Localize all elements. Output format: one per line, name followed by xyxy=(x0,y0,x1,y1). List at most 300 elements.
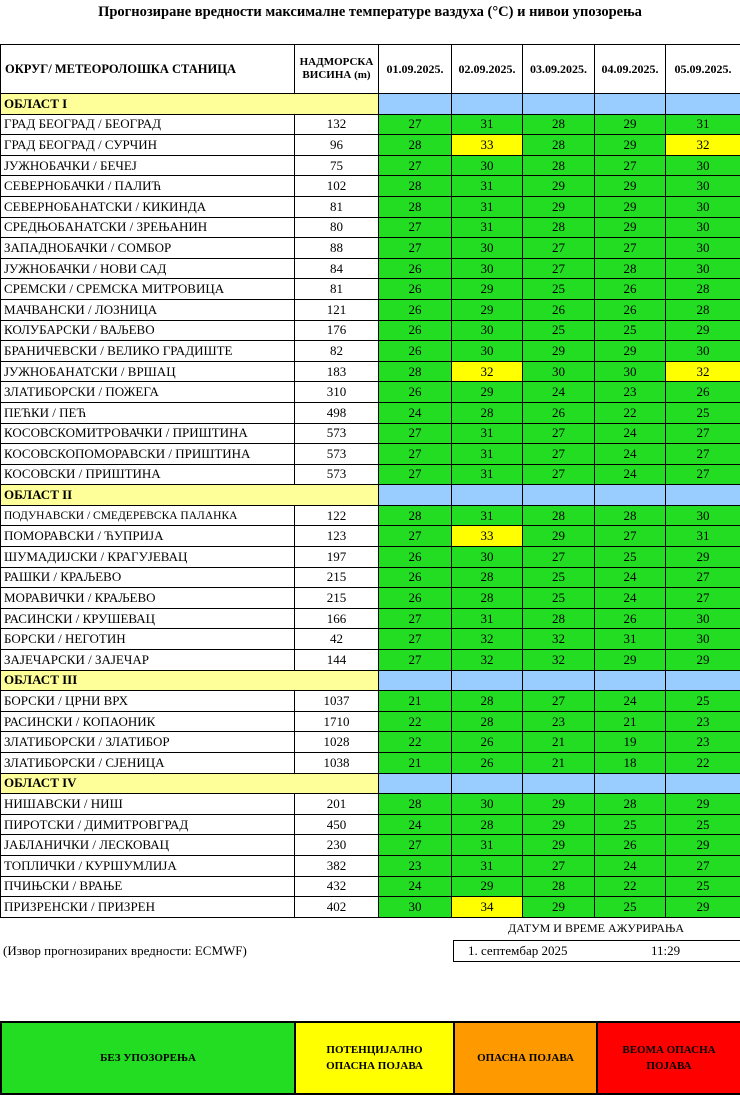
region-spacer-cell xyxy=(523,485,595,506)
station-altitude: 1037 xyxy=(295,691,379,712)
temperature-cell: 26 xyxy=(666,382,740,403)
temperature-cell: 31 xyxy=(452,217,523,238)
station-altitude: 183 xyxy=(295,361,379,382)
station-name: КОЛУБАРСКИ / ВАЉЕВО xyxy=(1,320,295,341)
station-altitude: 573 xyxy=(295,423,379,444)
temperature-cell: 29 xyxy=(523,835,595,856)
station-name: КОСОВСКОПОМОРАВСКИ / ПРИШТИНА xyxy=(1,444,295,465)
temperature-cell: 25 xyxy=(595,547,666,568)
table-row xyxy=(1,361,740,382)
temperature-cell: 30 xyxy=(523,361,595,382)
date-column-header: 05.09.2025. xyxy=(666,45,740,94)
temperature-cell: 30 xyxy=(379,897,452,918)
temperature-cell: 29 xyxy=(452,382,523,403)
station-name: ПОМОРАВСКИ / ЋУПРИЈА xyxy=(1,526,295,547)
temperature-cell: 24 xyxy=(379,876,452,897)
station-altitude: 1028 xyxy=(295,732,379,753)
station-name: СЕВЕРНОБАНАТСКИ / КИКИНДА xyxy=(1,196,295,217)
temperature-cell: 27 xyxy=(595,155,666,176)
table-row xyxy=(1,217,740,238)
station-column-header: ОКРУГ/ МЕТЕОРОЛОШКА СТАНИЦА xyxy=(1,45,295,94)
temperature-cell: 27 xyxy=(523,547,595,568)
temperature-cell: 27 xyxy=(379,423,452,444)
temperature-cell: 27 xyxy=(523,464,595,485)
table-row xyxy=(1,196,740,217)
temperature-cell: 30 xyxy=(666,608,740,629)
temperature-cell: 33 xyxy=(452,135,523,156)
update-time: 11:29 xyxy=(651,941,680,961)
temperature-cell: 25 xyxy=(523,567,595,588)
table-row xyxy=(1,320,740,341)
temperature-cell: 30 xyxy=(666,176,740,197)
temperature-cell: 33 xyxy=(452,526,523,547)
region-spacer-cell xyxy=(452,485,523,506)
temperature-cell: 27 xyxy=(379,608,452,629)
temperature-cell: 29 xyxy=(666,547,740,568)
table-header-row xyxy=(1,45,740,94)
temperature-cell: 30 xyxy=(595,361,666,382)
temperature-cell: 30 xyxy=(666,258,740,279)
temperature-cell: 27 xyxy=(666,855,740,876)
forecast-table xyxy=(0,44,740,918)
station-name: ЗАПАДНОБАЧКИ / СОМБОР xyxy=(1,238,295,259)
temperature-cell: 32 xyxy=(666,361,740,382)
temperature-cell: 18 xyxy=(595,753,666,774)
temperature-cell: 24 xyxy=(379,402,452,423)
date-column-header: 02.09.2025. xyxy=(452,45,523,94)
temperature-cell: 27 xyxy=(379,114,452,135)
temperature-cell: 30 xyxy=(666,505,740,526)
station-name: БОРСКИ / ЦРНИ ВРХ xyxy=(1,691,295,712)
table-row xyxy=(1,876,740,897)
table-row xyxy=(1,835,740,856)
temperature-cell: 31 xyxy=(452,423,523,444)
temperature-cell: 28 xyxy=(666,299,740,320)
temperature-cell: 30 xyxy=(452,794,523,815)
temperature-cell: 32 xyxy=(452,629,523,650)
station-altitude: 121 xyxy=(295,299,379,320)
temperature-cell: 30 xyxy=(666,629,740,650)
temperature-cell: 27 xyxy=(523,258,595,279)
temperature-cell: 28 xyxy=(523,608,595,629)
temperature-cell: 24 xyxy=(523,382,595,403)
table-row xyxy=(1,176,740,197)
temperature-cell: 28 xyxy=(452,814,523,835)
temperature-cell: 24 xyxy=(595,567,666,588)
temperature-cell: 27 xyxy=(379,835,452,856)
legend-very-dangerous: ВЕОМА ОПАСНА ПОЈАВА xyxy=(597,1022,740,1094)
region-label: ОБЛАСТ I xyxy=(1,94,379,115)
station-name: ПОДУНАВСКИ / СМЕДЕРЕВСКА ПАЛАНКА xyxy=(1,505,295,526)
temperature-cell: 27 xyxy=(379,464,452,485)
temperature-cell: 29 xyxy=(666,650,740,671)
station-name: ГРАД БЕОГРАД / СУРЧИН xyxy=(1,135,295,156)
table-row xyxy=(1,547,740,568)
station-altitude: 82 xyxy=(295,341,379,362)
station-altitude: 88 xyxy=(295,238,379,259)
station-altitude: 144 xyxy=(295,650,379,671)
temperature-cell: 23 xyxy=(595,382,666,403)
region-spacer-cell xyxy=(595,94,666,115)
table-row xyxy=(1,382,740,403)
temperature-cell: 26 xyxy=(595,835,666,856)
temperature-cell: 27 xyxy=(595,238,666,259)
temperature-cell: 26 xyxy=(379,382,452,403)
temperature-cell: 28 xyxy=(666,279,740,300)
temperature-cell: 21 xyxy=(523,732,595,753)
table-row xyxy=(1,814,740,835)
station-name: РАСИНСКИ / КРУШЕВАЦ xyxy=(1,608,295,629)
warning-legend xyxy=(0,1021,740,1095)
temperature-cell: 24 xyxy=(595,855,666,876)
temperature-cell: 28 xyxy=(379,361,452,382)
temperature-cell: 32 xyxy=(523,650,595,671)
temperature-cell: 30 xyxy=(452,341,523,362)
temperature-cell: 28 xyxy=(523,505,595,526)
station-altitude: 84 xyxy=(295,258,379,279)
temperature-cell: 22 xyxy=(666,753,740,774)
temperature-cell: 29 xyxy=(595,114,666,135)
table-row xyxy=(1,444,740,465)
source-note: (Извор прогнозираних вредности: ECMWF) xyxy=(3,943,247,959)
temperature-cell: 32 xyxy=(452,361,523,382)
temperature-cell: 28 xyxy=(379,505,452,526)
region-spacer-cell xyxy=(666,485,740,506)
region-row xyxy=(1,670,740,691)
station-name: ГРАД БЕОГРАД / БЕОГРАД xyxy=(1,114,295,135)
station-name: КОСОВСКИ / ПРИШТИНА xyxy=(1,464,295,485)
temperature-cell: 27 xyxy=(379,629,452,650)
temperature-cell: 22 xyxy=(595,402,666,423)
station-altitude: 166 xyxy=(295,608,379,629)
page-title: Прогнозиране вредности максималне температуре ваздуха (°C) и нивои упозорења xyxy=(0,4,740,21)
station-altitude: 201 xyxy=(295,794,379,815)
station-name: ЗЛАТИБОРСКИ / ПОЖЕГА xyxy=(1,382,295,403)
temperature-cell: 28 xyxy=(379,135,452,156)
temperature-cell: 29 xyxy=(452,876,523,897)
temperature-cell: 30 xyxy=(666,196,740,217)
temperature-cell: 25 xyxy=(595,897,666,918)
temperature-cell: 31 xyxy=(452,196,523,217)
station-altitude: 176 xyxy=(295,320,379,341)
temperature-cell: 29 xyxy=(595,135,666,156)
temperature-cell: 26 xyxy=(379,299,452,320)
temperature-cell: 28 xyxy=(523,155,595,176)
temperature-cell: 24 xyxy=(379,814,452,835)
temperature-cell: 32 xyxy=(666,135,740,156)
temperature-cell: 29 xyxy=(523,176,595,197)
temperature-cell: 28 xyxy=(379,176,452,197)
temperature-cell: 27 xyxy=(523,423,595,444)
station-name: ТОПЛИЧКИ / КУРШУМЛИЈА xyxy=(1,855,295,876)
station-altitude: 1710 xyxy=(295,711,379,732)
temperature-cell: 21 xyxy=(379,753,452,774)
table-row xyxy=(1,341,740,362)
temperature-cell: 26 xyxy=(379,279,452,300)
temperature-cell: 27 xyxy=(523,855,595,876)
temperature-cell: 23 xyxy=(666,732,740,753)
region-spacer-cell xyxy=(379,485,452,506)
table-row xyxy=(1,608,740,629)
table-row xyxy=(1,402,740,423)
temperature-cell: 29 xyxy=(523,526,595,547)
region-spacer-cell xyxy=(452,670,523,691)
temperature-cell: 30 xyxy=(452,238,523,259)
station-name: БОРСКИ / НЕГОТИН xyxy=(1,629,295,650)
table-row xyxy=(1,794,740,815)
temperature-cell: 27 xyxy=(523,238,595,259)
temperature-cell: 29 xyxy=(523,814,595,835)
temperature-cell: 21 xyxy=(523,753,595,774)
temperature-cell: 27 xyxy=(666,588,740,609)
temperature-cell: 24 xyxy=(595,444,666,465)
temperature-cell: 30 xyxy=(452,320,523,341)
region-spacer-cell xyxy=(666,773,740,794)
region-spacer-cell xyxy=(379,94,452,115)
temperature-cell: 23 xyxy=(666,711,740,732)
station-name: ЗЛАТИБОРСКИ / СЈЕНИЦА xyxy=(1,753,295,774)
station-name: ЈУЖНОБАЧКИ / БЕЧЕЈ xyxy=(1,155,295,176)
temperature-cell: 25 xyxy=(523,588,595,609)
table-row xyxy=(1,299,740,320)
station-altitude: 96 xyxy=(295,135,379,156)
temperature-cell: 27 xyxy=(666,423,740,444)
table-row xyxy=(1,238,740,259)
temperature-cell: 27 xyxy=(666,567,740,588)
station-name: НИШАВСКИ / НИШ xyxy=(1,794,295,815)
temperature-cell: 27 xyxy=(666,464,740,485)
table-row xyxy=(1,464,740,485)
region-spacer-cell xyxy=(452,94,523,115)
station-name: ШУМАДИЈСКИ / КРАГУЈЕВАЦ xyxy=(1,547,295,568)
temperature-cell: 23 xyxy=(523,711,595,732)
temperature-cell: 32 xyxy=(452,650,523,671)
table-row xyxy=(1,567,740,588)
station-altitude: 230 xyxy=(295,835,379,856)
temperature-cell: 26 xyxy=(595,299,666,320)
region-spacer-cell xyxy=(666,94,740,115)
temperature-cell: 26 xyxy=(452,753,523,774)
temperature-cell: 22 xyxy=(595,876,666,897)
legend-potentially-dangerous: ПОТЕНЦИЈАЛНО ОПАСНА ПОЈАВА xyxy=(295,1022,454,1094)
table-row xyxy=(1,114,740,135)
temperature-cell: 25 xyxy=(666,691,740,712)
station-altitude: 498 xyxy=(295,402,379,423)
altitude-column-header: НАДМОРСКА ВИСИНА (m) xyxy=(295,45,379,94)
temperature-cell: 26 xyxy=(379,258,452,279)
temperature-cell: 26 xyxy=(595,608,666,629)
table-row xyxy=(1,650,740,671)
temperature-cell: 30 xyxy=(666,217,740,238)
temperature-cell: 25 xyxy=(523,320,595,341)
temperature-cell: 26 xyxy=(379,588,452,609)
temperature-cell: 24 xyxy=(595,691,666,712)
temperature-cell: 28 xyxy=(452,588,523,609)
region-spacer-cell xyxy=(595,485,666,506)
temperature-cell: 25 xyxy=(666,814,740,835)
temperature-cell: 25 xyxy=(666,402,740,423)
temperature-cell: 25 xyxy=(595,320,666,341)
temperature-cell: 26 xyxy=(379,320,452,341)
date-column-header: 04.09.2025. xyxy=(595,45,666,94)
station-altitude: 432 xyxy=(295,876,379,897)
station-altitude: 310 xyxy=(295,382,379,403)
region-spacer-cell xyxy=(523,773,595,794)
station-altitude: 42 xyxy=(295,629,379,650)
table-row xyxy=(1,691,740,712)
region-spacer-cell xyxy=(379,773,452,794)
update-date: 1. септембар 2025 xyxy=(468,941,567,961)
region-spacer-cell xyxy=(523,670,595,691)
station-altitude: 81 xyxy=(295,279,379,300)
temperature-cell: 27 xyxy=(666,444,740,465)
temperature-cell: 28 xyxy=(595,258,666,279)
date-column-header: 03.09.2025. xyxy=(523,45,595,94)
region-row xyxy=(1,94,740,115)
temperature-cell: 30 xyxy=(666,341,740,362)
station-altitude: 402 xyxy=(295,897,379,918)
station-altitude: 573 xyxy=(295,464,379,485)
temperature-cell: 31 xyxy=(595,629,666,650)
table-row xyxy=(1,505,740,526)
region-spacer-cell xyxy=(379,670,452,691)
temperature-cell: 29 xyxy=(452,279,523,300)
temperature-cell: 26 xyxy=(523,299,595,320)
station-altitude: 123 xyxy=(295,526,379,547)
temperature-cell: 26 xyxy=(523,402,595,423)
temperature-cell: 29 xyxy=(666,320,740,341)
station-altitude: 197 xyxy=(295,547,379,568)
station-name: РАШКИ / КРАЉЕВО xyxy=(1,567,295,588)
temperature-cell: 28 xyxy=(379,794,452,815)
temperature-cell: 31 xyxy=(452,114,523,135)
station-name: РАСИНСКИ / КОПАОНИК xyxy=(1,711,295,732)
temperature-cell: 31 xyxy=(452,464,523,485)
temperature-cell: 32 xyxy=(523,629,595,650)
table-row xyxy=(1,279,740,300)
station-name: ЗЛАТИБОРСКИ / ЗЛАТИБОР xyxy=(1,732,295,753)
region-label: ОБЛАСТ IV xyxy=(1,773,379,794)
region-row xyxy=(1,485,740,506)
temperature-cell: 30 xyxy=(452,155,523,176)
temperature-cell: 26 xyxy=(379,567,452,588)
temperature-cell: 29 xyxy=(595,196,666,217)
temperature-cell: 29 xyxy=(666,794,740,815)
station-name: СЕВЕРНОБАЧКИ / ПАЛИЋ xyxy=(1,176,295,197)
temperature-cell: 29 xyxy=(595,217,666,238)
station-name: ПИРОТСКИ / ДИМИТРОВГРАД xyxy=(1,814,295,835)
temperature-cell: 26 xyxy=(595,279,666,300)
temperature-cell: 28 xyxy=(452,402,523,423)
temperature-cell: 31 xyxy=(666,114,740,135)
temperature-cell: 26 xyxy=(452,732,523,753)
temperature-cell: 27 xyxy=(523,691,595,712)
temperature-cell: 34 xyxy=(452,897,523,918)
temperature-cell: 31 xyxy=(452,855,523,876)
temperature-cell: 31 xyxy=(452,608,523,629)
station-name: МАЧВАНСКИ / ЛОЗНИЦА xyxy=(1,299,295,320)
temperature-cell: 28 xyxy=(379,196,452,217)
temperature-cell: 28 xyxy=(523,135,595,156)
temperature-cell: 28 xyxy=(452,711,523,732)
station-name: СРЕМСКИ / СРЕМСКА МИТРОВИЦА xyxy=(1,279,295,300)
temperature-cell: 31 xyxy=(666,526,740,547)
temperature-cell: 29 xyxy=(523,794,595,815)
temperature-cell: 24 xyxy=(595,588,666,609)
region-label: ОБЛАСТ III xyxy=(1,670,379,691)
temperature-cell: 24 xyxy=(595,464,666,485)
region-row xyxy=(1,773,740,794)
update-box xyxy=(453,940,740,962)
station-altitude: 132 xyxy=(295,114,379,135)
temperature-cell: 29 xyxy=(666,835,740,856)
table-row xyxy=(1,753,740,774)
temperature-cell: 21 xyxy=(595,711,666,732)
temperature-cell: 29 xyxy=(523,196,595,217)
station-name: ЈУЖНОБАНАТСКИ / ВРШАЦ xyxy=(1,361,295,382)
temperature-cell: 21 xyxy=(379,691,452,712)
temperature-cell: 25 xyxy=(666,876,740,897)
station-altitude: 382 xyxy=(295,855,379,876)
table-row xyxy=(1,258,740,279)
temperature-cell: 27 xyxy=(379,444,452,465)
temperature-cell: 29 xyxy=(523,341,595,362)
station-altitude: 450 xyxy=(295,814,379,835)
table-row xyxy=(1,711,740,732)
legend-dangerous: ОПАСНА ПОЈАВА xyxy=(454,1022,597,1094)
legend-no-warning: БЕЗ УПОЗОРЕЊА xyxy=(1,1022,295,1094)
temperature-cell: 25 xyxy=(595,814,666,835)
region-spacer-cell xyxy=(452,773,523,794)
temperature-cell: 28 xyxy=(595,505,666,526)
station-name: ПЕЋКИ / ПЕЋ xyxy=(1,402,295,423)
temperature-cell: 22 xyxy=(379,711,452,732)
temperature-cell: 28 xyxy=(523,217,595,238)
table-row xyxy=(1,732,740,753)
update-label: ДАТУМ И ВРЕМЕ АЖУРИРАЊА xyxy=(452,921,740,936)
station-altitude: 215 xyxy=(295,567,379,588)
temperature-cell: 31 xyxy=(452,505,523,526)
table-row xyxy=(1,423,740,444)
station-name: СРЕДЊОБАНАТСКИ / ЗРЕЊАНИН xyxy=(1,217,295,238)
table-row xyxy=(1,135,740,156)
table-row xyxy=(1,526,740,547)
temperature-cell: 30 xyxy=(452,547,523,568)
table-row xyxy=(1,155,740,176)
temperature-cell: 23 xyxy=(379,855,452,876)
temperature-cell: 29 xyxy=(666,897,740,918)
temperature-cell: 30 xyxy=(666,155,740,176)
station-name: ЗАЈЕЧАРСКИ / ЗАЈЕЧАР xyxy=(1,650,295,671)
temperature-cell: 27 xyxy=(379,650,452,671)
station-name: ЈУЖНОБАЧКИ / НОВИ САД xyxy=(1,258,295,279)
temperature-cell: 28 xyxy=(452,691,523,712)
temperature-cell: 27 xyxy=(523,444,595,465)
station-altitude: 573 xyxy=(295,444,379,465)
temperature-cell: 29 xyxy=(523,897,595,918)
temperature-cell: 28 xyxy=(523,876,595,897)
table-row xyxy=(1,629,740,650)
table-row xyxy=(1,855,740,876)
temperature-cell: 22 xyxy=(379,732,452,753)
temperature-cell: 28 xyxy=(595,794,666,815)
temperature-cell: 29 xyxy=(452,299,523,320)
temperature-cell: 29 xyxy=(595,176,666,197)
temperature-cell: 27 xyxy=(379,526,452,547)
temperature-cell: 24 xyxy=(595,423,666,444)
table-row xyxy=(1,588,740,609)
temperature-cell: 25 xyxy=(523,279,595,300)
